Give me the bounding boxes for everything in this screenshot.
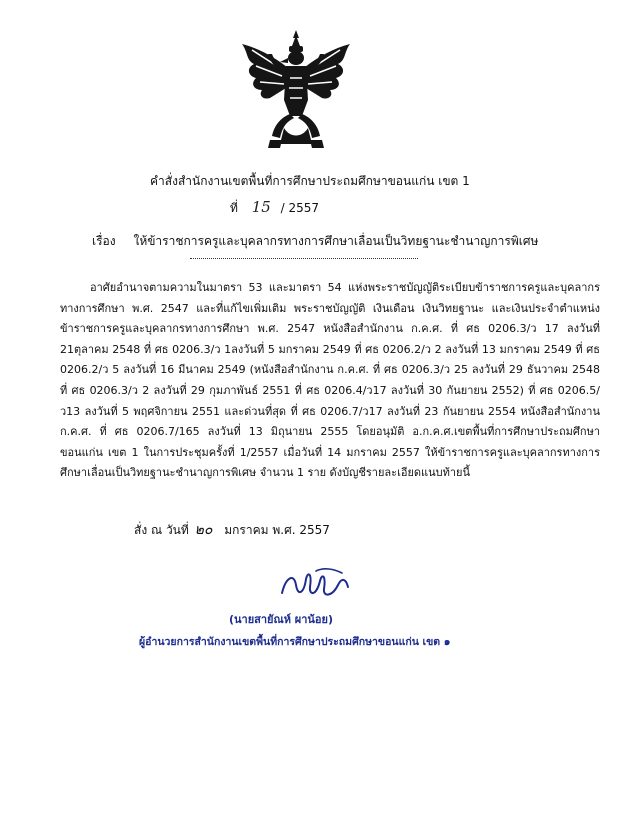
order-day-handwritten: ๒๐ — [194, 522, 213, 538]
order-number-handwritten: 15 — [251, 198, 271, 216]
order-date-line — [134, 519, 330, 541]
order-number-line — [230, 198, 319, 218]
order-date-prefix: สั่ง ณ วันที่ — [134, 523, 189, 537]
order-number-year: / 2557 — [280, 201, 320, 215]
handwritten-signature — [276, 563, 360, 605]
subject-label: เรื่อง — [92, 234, 116, 248]
dotted-divider — [190, 258, 418, 259]
order-number-label: ที่ — [230, 201, 238, 215]
subject-text: ให้ข้าราชการครูและบุคลากรทางการศึกษาเลื่อนเป็นวิทยฐานะชำนาญการพิเศษ — [133, 234, 539, 248]
body-paragraph: อาศัยอำนาจตามความในมาตรา 53 และมาตรา 54 แห่งพระราชบัญญัติระเบียบข้าราชการครูและบุคลากรทางการศึกษา พ.ศ. 2547 และที่แก้ไขเพิ่มเติม พระราชบัญญัติ เงินเดือน เงินวิทยฐานะ และเงินประจำตำแหน่งข้าราชการครูและบุคลากรทางการศึกษา พ.ศ. 2547 หนังสือสำนักงาน ก.ค.ศ. ที่ ศธ 0206.3/ว 17 ลงวันที่ 21ตุลาคม 2548 ที่ ศธ 0206.3/ว 1ลงวันที่ 5 มกราคม 2549 ที่ ศธ 0206.2/ว 2 ลงวันที่ 13 มกราคม 2549 ที่ ศธ 0206.2/ว 5 ลงวันที่ 16 มีนาคม 2549 (หนังสือสำนักงาน ก.ค.ศ. ที่ ศธ 0206.3/ว 25 ลงวันที่ 29 ธันวาคม 2548 ที่ ศธ 0206.3/ว 2 ลงวันที่ 29 กุมภาพันธ์ 2551 ที่ ศธ 0206.4/ว17 ลงวันที่ 30 กันยายน 2552) ที่ ศธ 0206.5/ว13 ลงวันที่ 5 พฤศจิกายน 2551 และด่วนที่สุด ที่ ศธ 0206.7/ว17 ลงวันที่ 23 กันยายน 2554 หนังสือสำนักงาน ก.ค.ศ. ที่ ศธ 0206.7/165 ลงวันที่ 13 มิถุนายน 2555 โดยอนุมัติ อ.ก.ค.ศ.เขตพื้นที่การศึกษาประถมศึกษาขอนแก่น เขต 1 ในการประชุมครั้งที่ 1/2557 เมื่อวันที่ 14 มกราคม 2557 ให้ข้าราชการครูและบุคลากรทางการศึกษาเลื่อนเป็นวิทยฐานะชำนาญการพิเศษ จำนวน 1 ราย ดังบัญชีรายละเอียดแนบท้ายนี้ — [60, 281, 600, 480]
signer-position: ผู้อำนวยการสำนักงานเขตพื้นที่การศึกษาประถมศึกษาขอนแก่น เขต ๑ — [139, 636, 451, 648]
garuda-emblem-icon — [236, 28, 356, 150]
subject-line — [92, 232, 538, 251]
order-date-suffix: มกราคม พ.ศ. 2557 — [224, 523, 330, 537]
document-title: คำสั่งสำนักงานเขตพื้นที่การศึกษาประถมศึกษาขอนแก่น เขต 1 — [150, 174, 470, 188]
body-text — [60, 278, 600, 484]
signer-name: (นายสายัณห์ ผาน้อย) — [229, 613, 334, 626]
